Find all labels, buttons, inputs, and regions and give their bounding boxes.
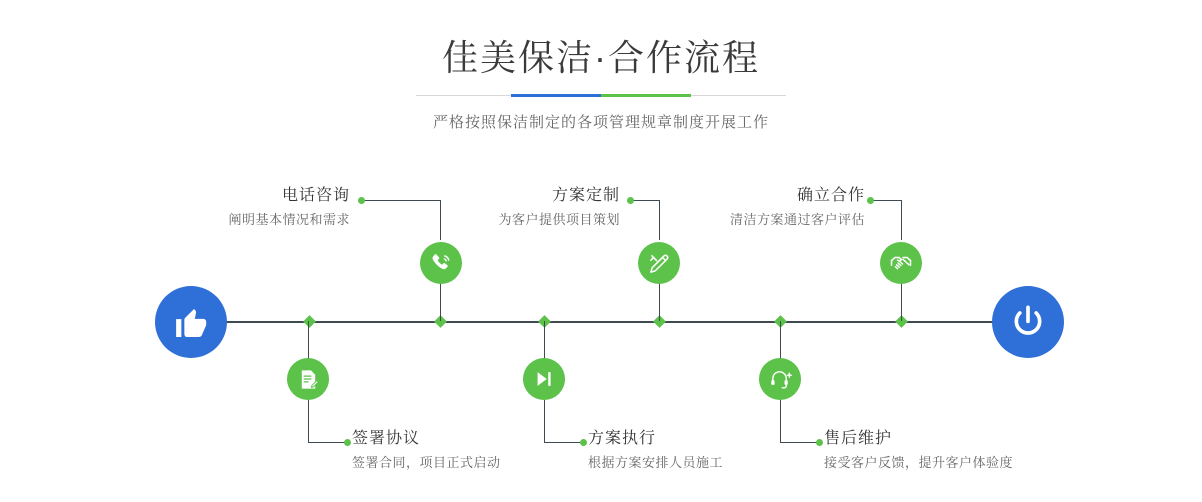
title-divider [416,94,786,97]
page-subtitle: 严格按照保洁制定的各项管理规章制度开展工作 [432,114,769,131]
connector-line [308,321,309,359]
connector-line [544,442,584,443]
step-icon-2 [287,358,329,400]
step-title: 方案执行 [588,430,657,447]
connector-dot [867,197,874,204]
phone-call-icon [429,251,453,275]
step-title: 签署协议 [352,430,421,447]
page-title: 佳美保洁·合作流程 [442,37,760,78]
step-icon-4 [523,358,565,400]
step-desc: 接受客户反馈，提升客户体验度 [824,455,1014,470]
step-desc: 为客户提供项目策划 [498,212,620,227]
connector-line [780,442,820,443]
start-node [155,286,227,358]
step-label-2 [352,428,501,473]
connector-line [440,283,441,321]
headset-support-icon [769,368,792,391]
step-desc: 签署合同，项目正式启动 [352,455,501,470]
step-icon-3 [638,242,680,284]
connector-line [659,283,660,321]
header [0,34,1202,132]
step-title: 电话咨询 [281,187,350,204]
divider-accent-green [601,94,691,97]
step-desc: 清洁方案通过客户评估 [729,212,865,227]
step-label-6 [824,428,1013,473]
thumbs-up-icon [172,303,210,341]
connector-line [308,442,348,443]
step-title: 确立合作 [796,187,865,204]
connector-line [780,400,781,442]
power-icon [1008,302,1048,342]
step-title: 售后维护 [824,430,893,447]
step-title: 方案定制 [551,187,620,204]
step-icon-5 [880,242,922,284]
pen-ruler-icon [648,252,671,275]
connector-line [544,321,545,359]
connector-dot [580,439,587,446]
connector-line [901,200,902,240]
end-node [992,286,1064,358]
axis-marker [303,315,316,328]
play-next-icon [533,368,555,390]
connector-line [901,283,902,321]
handshake-icon [889,251,913,275]
step-label-5 [560,185,865,230]
divider-accent-blue [511,94,601,97]
step-desc: 根据方案安排人员施工 [588,455,724,470]
step-desc: 阐明基本情况和需求 [228,212,350,227]
step-icon-6 [759,358,801,400]
connector-line [872,200,902,201]
connector-line [308,400,309,442]
step-label-1 [0,185,350,230]
step-icon-1 [420,242,462,284]
document-edit-icon [297,368,320,391]
step-label-4 [588,428,723,473]
connector-line [780,321,781,359]
connector-dot [344,439,351,446]
connector-dot [816,439,823,446]
connector-line [544,400,545,442]
